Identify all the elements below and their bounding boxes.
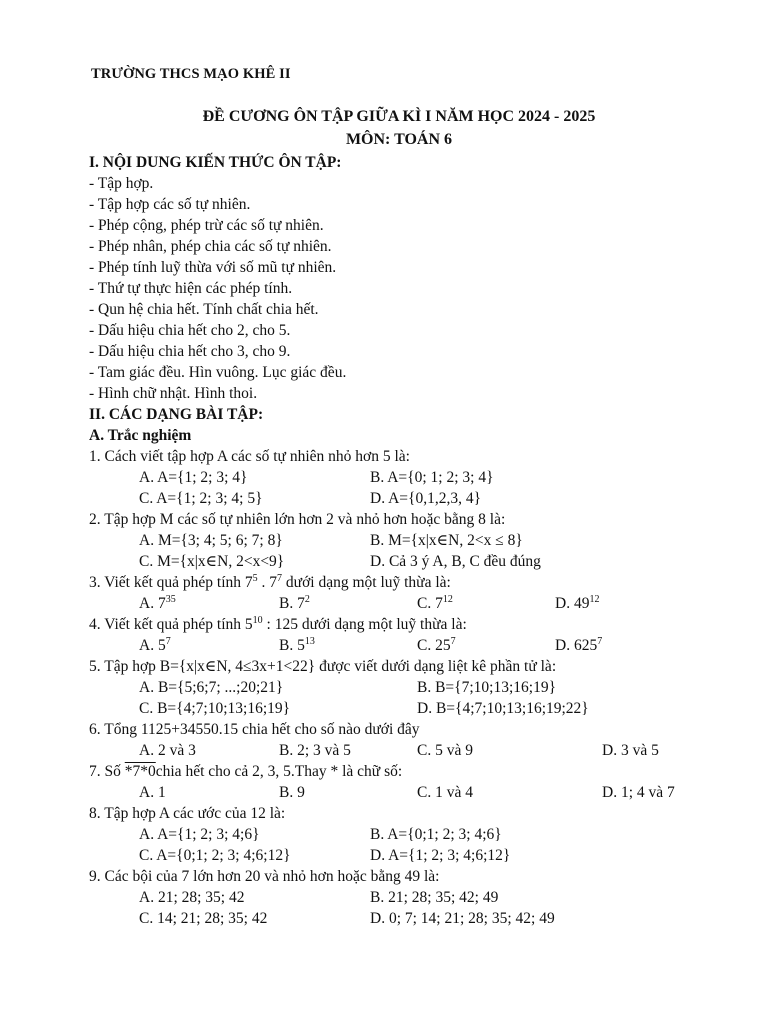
option-c: C. 14; 21; 28; 35; 42 (139, 910, 268, 927)
subsection-heading: A. Trắc nghiệm (89, 427, 192, 444)
subject-title: MÔN: TOÁN 6 (345, 131, 453, 148)
topic-item: - Phép cộng, phép trừ các số tự nhiên. (89, 217, 324, 234)
option-c: C. M={x|x∈N, 2<x<9} (139, 553, 285, 570)
options-row (89, 635, 709, 656)
question-5: 5. Tập hợp B={x|x∈N, 4≤3x+1<22} được viết dưới dạng liệt kê phần tử là: (89, 658, 557, 675)
option-b: B. B={7;10;13;16;19} (417, 679, 557, 696)
options-row (89, 698, 709, 719)
option-b: B. 2; 3 và 5 (279, 742, 351, 759)
option-a: A. M={3; 4; 5; 6; 7; 8} (139, 532, 283, 549)
options-row (89, 908, 709, 929)
option-b: B. M={x|x∈N, 2<x ≤ 8} (370, 532, 523, 549)
option-c: C. B={4;7;10;13;16;19} (139, 700, 291, 717)
option-b: B. $5^{13}$ (279, 636, 315, 654)
topic-item: - Tập hợp các số tự nhiên. (89, 196, 251, 213)
section-heading-1: I. NỘI DUNG KIẾN THỨC ÔN TẬP: (89, 154, 342, 171)
topic-item: - Phép nhân, phép chia các số tự nhiên. (89, 238, 332, 255)
option-c: C. $25^7$ (417, 636, 456, 654)
topic-item: - Phép tính luỹ thừa với số mũ tự nhiên. (89, 259, 337, 276)
option-a: A. 2 và 3 (139, 742, 196, 759)
options-row (89, 887, 709, 908)
options-row (89, 593, 709, 614)
option-b: B. 9 (279, 784, 305, 801)
option-d: D. $49^{12}$ (555, 594, 600, 612)
options-row (89, 845, 709, 866)
topic-item: - Tam giác đều. Hìn vuông. Lục giác đều. (89, 364, 347, 381)
option-d: D. 0; 7; 14; 21; 28; 35; 42; 49 (370, 910, 555, 927)
options-row (89, 530, 709, 551)
topic-item: - Tập hợp. (89, 175, 154, 192)
option-d: D. 1; 4 và 7 (602, 784, 675, 801)
topic-item: - Qun hệ chia hết. Tính chất chia hết. (89, 301, 319, 318)
option-a: A. $7^{35}$ (139, 594, 176, 612)
topic-item: - Hình chữ nhật. Hình thoi. (89, 385, 258, 402)
option-c: C. A={1; 2; 3; 4; 5} (139, 490, 263, 507)
option-d: D. Cả 3 ý A, B, C đều đúng (370, 553, 541, 570)
school-name: TRƯỜNG THCS MẠO KHÊ II (91, 66, 291, 82)
question-7: 7. Số *7*0chia hết cho cả 2, 3, 5.Thay * là chữ số: (89, 763, 403, 780)
question-3: 3. Viết kết quả phép tính $7^5$ . $7^7$ dưới dạng một luỹ thừa là: (89, 573, 451, 591)
option-a: A. B={5;6;7; ...;20;21} (139, 679, 284, 696)
option-c: C. $7^{12}$ (417, 594, 453, 612)
options-row (89, 677, 709, 698)
options-row (89, 824, 709, 845)
option-b: B. A={0;1; 2; 3; 4;6} (370, 826, 502, 843)
question-4: 4. Viết kết quả phép tính $5^{10}$ : 125 dưới dạng một luỹ thừa là: (89, 615, 467, 633)
options-row (89, 488, 709, 509)
topic-item: - Dấu hiệu chia hết cho 3, cho 9. (89, 343, 291, 360)
question-2: 2. Tập hợp M các số tự nhiên lớn hơn 2 và nhỏ hơn hoặc bằng 8 là: (89, 511, 506, 528)
option-d: D. 3 và 5 (602, 742, 659, 759)
section-heading-2: II. CÁC DẠNG BÀI TẬP: (89, 406, 264, 423)
overlined-number: *7*0 (124, 763, 156, 780)
option-d: D. $625^7$ (555, 636, 603, 654)
document-title: ĐỀ CƯƠNG ÔN TẬP GIỮA KÌ I NĂM HỌC 2024 - 2025 (202, 108, 596, 125)
question-1: 1. Cách viết tập hợp A các số tự nhiên nhỏ hơn 5 là: (89, 448, 410, 465)
option-c: C. 5 và 9 (417, 742, 473, 759)
option-c: C. A={0;1; 2; 3; 4;6;12} (139, 847, 291, 864)
question-9: 9. Các bội của 7 lớn hơn 20 và nhỏ hơn hoặc bằng 49 là: (89, 868, 440, 885)
topic-item: - Thứ tự thực hiện các phép tính. (89, 280, 293, 297)
option-a: A. $5^7$ (139, 636, 171, 654)
option-a: A. A={1; 2; 3; 4;6} (139, 826, 260, 843)
options-row (89, 467, 709, 488)
question-6: 6. Tổng 1125+34550.15 chia hết cho số nào dưới đây (89, 721, 420, 738)
options-row (89, 782, 709, 803)
option-d: D. B={4;7;10;13;16;19;22} (417, 700, 589, 717)
options-row (89, 740, 709, 761)
option-b: B. $7^2$ (279, 594, 310, 612)
document-body (89, 152, 709, 929)
question-8: 8. Tập hợp A các ước của 12 là: (89, 805, 286, 822)
option-a: A. 1 (139, 784, 166, 801)
option-b: B. A={0; 1; 2; 3; 4} (370, 469, 494, 486)
option-d: D. A={1; 2; 3; 4;6;12} (370, 847, 511, 864)
option-a: A. A={1; 2; 3; 4} (139, 469, 248, 486)
options-row (89, 551, 709, 572)
option-d: D. A={0,1,2,3, 4} (370, 490, 482, 507)
option-a: A. 21; 28; 35; 42 (139, 889, 245, 906)
option-c: C. 1 và 4 (417, 784, 473, 801)
option-b: B. 21; 28; 35; 42; 49 (370, 889, 499, 906)
topic-item: - Dấu hiệu chia hết cho 2, cho 5. (89, 322, 291, 339)
